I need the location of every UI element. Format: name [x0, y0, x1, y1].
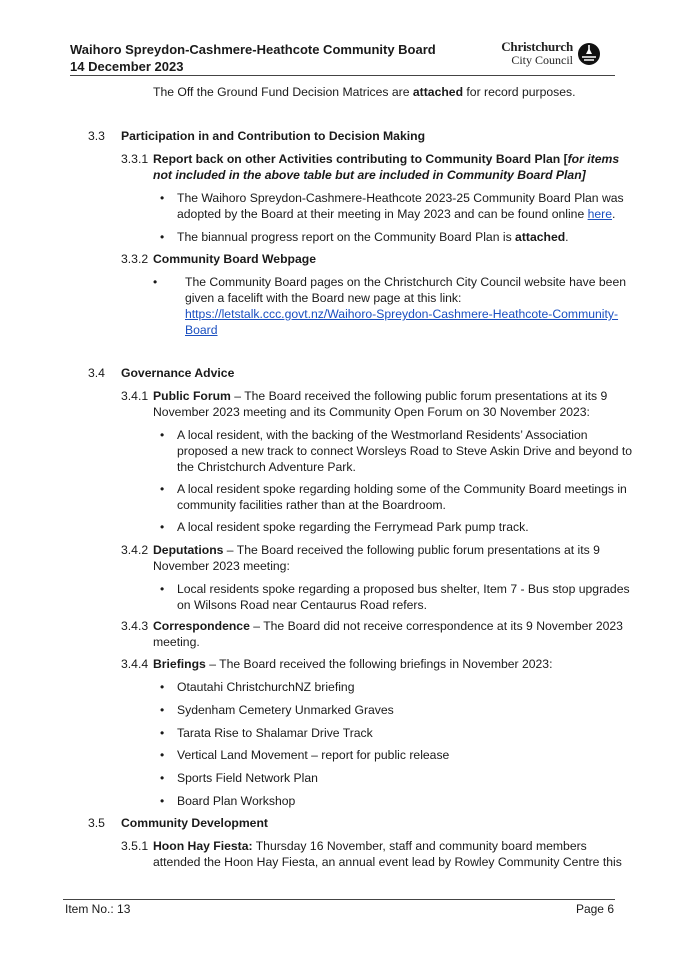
bullet-icon: •	[160, 748, 165, 762]
list-item: Vertical Land Movement – report for public release	[177, 748, 450, 762]
list-item: Otautahi ChristchurchNZ briefing	[177, 680, 355, 694]
bullet-icon: •	[160, 191, 165, 205]
header-rule	[70, 75, 615, 76]
footer-rule	[63, 899, 615, 900]
section-number: 3.5	[88, 816, 105, 830]
subsection-number: 3.4.1	[121, 389, 149, 403]
community-board-url-link[interactable]: https://letstalk.ccc.govt.nz/Waihoro-Spreydon-Cashmere-Heathcote-Community-	[185, 307, 619, 321]
bullet-icon: •	[160, 428, 165, 442]
subsection-heading-cont: not included in the above table but are included in Community Board Plan]	[153, 168, 586, 182]
list-item: Sports Field Network Plan	[177, 771, 318, 785]
logo-line-2: City Council	[511, 53, 573, 67]
bullet-icon: •	[160, 680, 165, 694]
subsection-number: 3.4.3	[121, 619, 149, 633]
bullet-icon: •	[160, 726, 165, 740]
section-heading: Participation in and Contribution to Decision Making	[121, 129, 426, 143]
bullet-icon: •	[160, 794, 165, 808]
board-plan-link[interactable]: here	[587, 207, 613, 221]
intro-paragraph: The Off the Ground Fund Decision Matrices are attached for record purposes.	[153, 85, 576, 99]
subsection-heading: Community Board Webpage	[153, 252, 316, 266]
list-item: The Waihoro Spreydon-Cashmere-Heathcote 2023-25 Community Board Plan was adopted by the Board at their meeting in May 2023 and can be found online here.	[177, 191, 624, 221]
board-name: Waihoro Spreydon-Cashmere-Heathcote Community Board	[70, 42, 436, 57]
subsection-number: 3.3.2	[121, 252, 149, 266]
section-heading: Governance Advice	[121, 366, 235, 380]
subsection-number: 3.3.1	[121, 152, 149, 166]
list-item: Sydenham Cemetery Unmarked Graves	[177, 703, 394, 717]
list-item: A local resident spoke regarding holding some of the Community Board meetings in community facilities rather than at the Boardroom.	[177, 482, 627, 512]
list-item: Board Plan Workshop	[177, 794, 296, 808]
subsection-paragraph: Public Forum – The Board received the following public forum presentations at its 9 November 2023 meeting and its Community Open Forum on 30 November 2023:	[153, 389, 608, 419]
subsection-heading: Report back on other Activities contributing to Community Board Plan [for items	[153, 152, 620, 166]
subsection-paragraph: Hoon Hay Fiesta: Thursday 16 November, staff and community board members attended the Hoon Hay Fiesta, an annual event lead by Rowley Community Centre this	[153, 839, 622, 869]
footer-item-number: Item No.: 13	[65, 902, 131, 916]
list-item: Local residents spoke regarding a proposed bus shelter, Item 7 - Bus stop upgrades on Wilsons Road near Centaurus Road refers.	[177, 582, 630, 612]
footer-page-number: Page 6	[575, 902, 614, 916]
council-emblem-icon	[577, 42, 601, 66]
council-logo	[497, 40, 601, 70]
bullet-icon: •	[160, 771, 165, 785]
list-item: Tarata Rise to Shalamar Drive Track	[177, 726, 373, 740]
subsection-number: 3.5.1	[121, 839, 149, 853]
subsection-number: 3.4.2	[121, 543, 149, 557]
subsection-paragraph: Deputations – The Board received the following public forum presentations at its 9 November 2023 meeting:	[153, 543, 600, 573]
page-header-title	[70, 41, 490, 75]
community-board-url-link-cont[interactable]: Board	[185, 323, 218, 337]
subsection-paragraph: Correspondence – The Board did not receive correspondence at its 9 November 2023 meeting.	[153, 619, 623, 649]
section-number: 3.4	[88, 366, 105, 380]
list-item: The biannual progress report on the Community Board Plan is attached.	[177, 230, 569, 244]
bullet-icon: •	[160, 520, 165, 534]
bullet-icon: •	[160, 582, 165, 596]
bullet-icon: •	[160, 703, 165, 717]
section-heading: Community Development	[121, 816, 268, 830]
meeting-date: 14 December 2023	[70, 59, 184, 74]
bullet-icon: •	[153, 275, 158, 289]
section-number: 3.3	[88, 129, 105, 143]
bullet-icon: •	[160, 230, 165, 244]
list-item: A local resident spoke regarding the Ferrymead Park pump track.	[177, 520, 529, 534]
subsection-number: 3.4.4	[121, 657, 149, 671]
list-item: The Community Board pages on the Christchurch City Council website have been given a facelift with the Board new page at this link: https://letstalk.ccc.govt.nz/Waihoro-Spreydon-Cashmere-Heathcote-Community- Board	[185, 275, 627, 337]
list-item: A local resident, with the backing of the Westmorland Residents’ Association proposed a new track to connect Worsleys Road to Steve Askin Drive and beyond to the Christchurch Adventure Park.	[177, 428, 633, 474]
subsection-paragraph: Briefings – The Board received the following briefings in November 2023:	[153, 657, 553, 671]
bullet-icon: •	[160, 482, 165, 496]
logo-line-1: Christchurch	[501, 39, 573, 54]
